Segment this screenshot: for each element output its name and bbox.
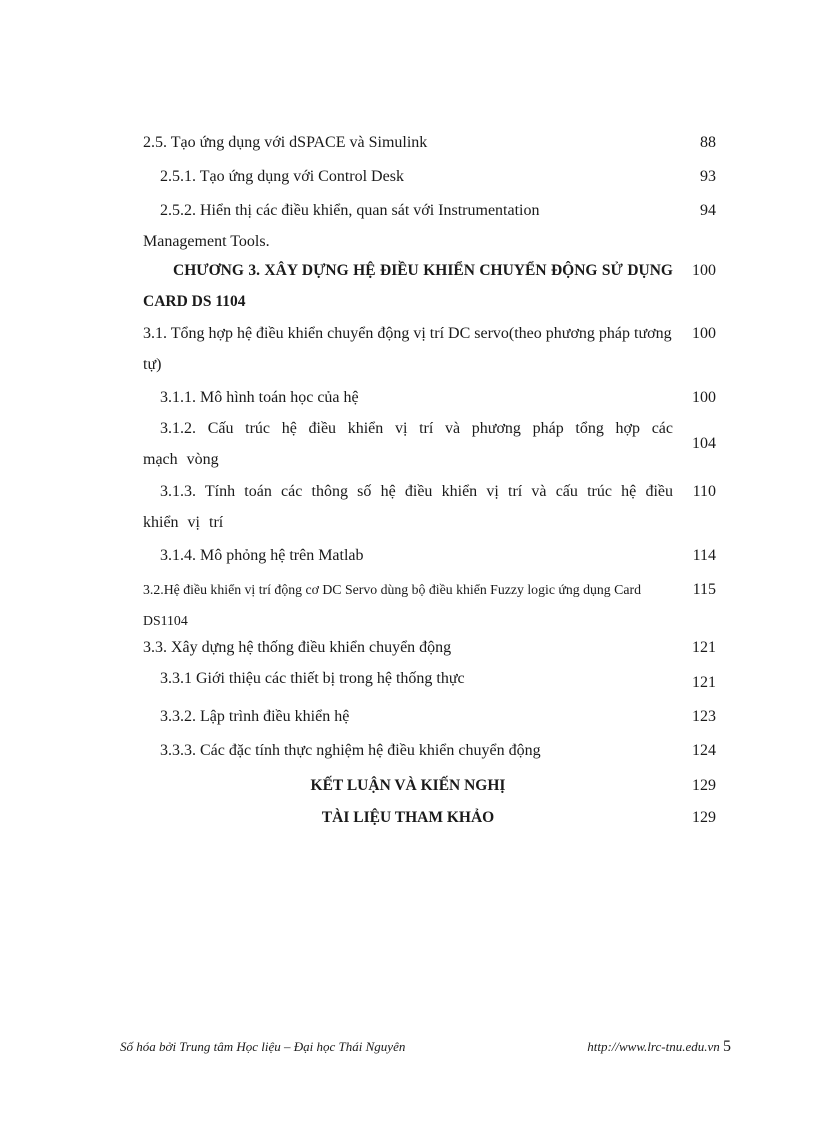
toc-page-3-2: 115 xyxy=(692,581,716,598)
toc-entry-3-3-1[interactable]: 3.3.1 Giới thiệu các thiết bị trong hệ thống thực xyxy=(160,670,465,687)
toc-entry-3-1-2[interactable]: 3.1.2. Cấu trúc hệ điều khiển vị trí và phương pháp tổng hợp các mạch vòng xyxy=(143,420,673,468)
toc-page-3-3-2: 123 xyxy=(692,708,716,725)
toc-entry-3-1-3[interactable]: 3.1.3. Tính toán các thông số hệ điều khiển vị trí và cấu trúc hệ điều khiển vị trí xyxy=(143,483,673,531)
toc-page-3-1-1: 100 xyxy=(692,389,716,406)
toc-entry-3-1-1[interactable]: 3.1.1. Mô hình toán học của hệ xyxy=(160,389,359,406)
toc-page-3-1: 100 xyxy=(692,325,716,342)
toc-page-conclusion: 129 xyxy=(692,777,716,794)
toc-entry-3-3[interactable]: 3.3. Xây dựng hệ thống điều khiển chuyển động xyxy=(143,639,452,656)
toc-entry-3-1-4[interactable]: 3.1.4. Mô phỏng hệ trên Matlab xyxy=(160,547,364,564)
footer-page-number: 5 xyxy=(723,1038,731,1055)
footer-digitized-by: Số hóa bởi Trung tâm Học liệu – Đại học Thái Nguyên xyxy=(120,1039,406,1054)
toc-entry-2-5-1[interactable]: 2.5.1. Tạo ứng dụng với Control Desk xyxy=(160,168,404,185)
toc-page-3-3-3: 124 xyxy=(692,742,716,759)
toc-entry-3-2[interactable]: 3.2.Hệ điều khiển vị trí động cơ DC Servo dùng bộ điều khiển Fuzzy logic ứng dụng Card DS1104 xyxy=(143,582,641,628)
toc-entry-chapter-3[interactable]: CHƯƠNG 3. XÂY DỰNG HỆ ĐIỀU KHIỂN CHUYỂN ĐỘNG SỬ DỤNG CARD DS 1104 xyxy=(143,262,673,310)
toc-page-2-5: 88 xyxy=(700,134,716,151)
toc-entry-conclusion[interactable]: KẾT LUẬN VÀ KIẾN NGHỊ xyxy=(310,777,506,794)
footer-url[interactable]: http://www.lrc-tnu.edu.vn xyxy=(587,1039,720,1054)
toc-entry-3-1[interactable]: 3.1. Tổng hợp hệ điều khiển chuyển động vị trí DC servo(theo phương pháp tương tự) xyxy=(143,325,672,373)
footer-right xyxy=(587,1038,731,1056)
toc-page-2-5-1: 93 xyxy=(700,168,716,185)
toc-page-2-5-2: 94 xyxy=(700,202,716,219)
toc-page-3-3-1: 121 xyxy=(692,674,716,691)
toc-entry-3-3-2[interactable]: 3.3.2. Lập trình điều khiển hệ xyxy=(160,708,350,725)
toc-page-references: 129 xyxy=(692,809,716,826)
toc-entry-3-3-3[interactable]: 3.3.3. Các đặc tính thực nghiệm hệ điều khiển chuyển động xyxy=(160,742,541,759)
toc-page-chapter-3: 100 xyxy=(692,262,716,279)
toc-entry-references[interactable]: TÀI LIỆU THAM KHẢO xyxy=(321,809,495,826)
toc-page-3-3: 121 xyxy=(692,639,716,656)
toc-page-3-1-4: 114 xyxy=(692,547,716,564)
toc-page-3-1-2: 104 xyxy=(692,435,716,452)
toc-page-3-1-3: 110 xyxy=(692,483,716,500)
toc-entry-2-5-2[interactable]: 2.5.2. Hiển thị các điều khiển, quan sát với Instrumentation Management Tools. xyxy=(143,202,540,250)
toc-entry-2-5[interactable]: 2.5. Tạo ứng dụng với dSPACE và Simulink xyxy=(143,134,428,151)
